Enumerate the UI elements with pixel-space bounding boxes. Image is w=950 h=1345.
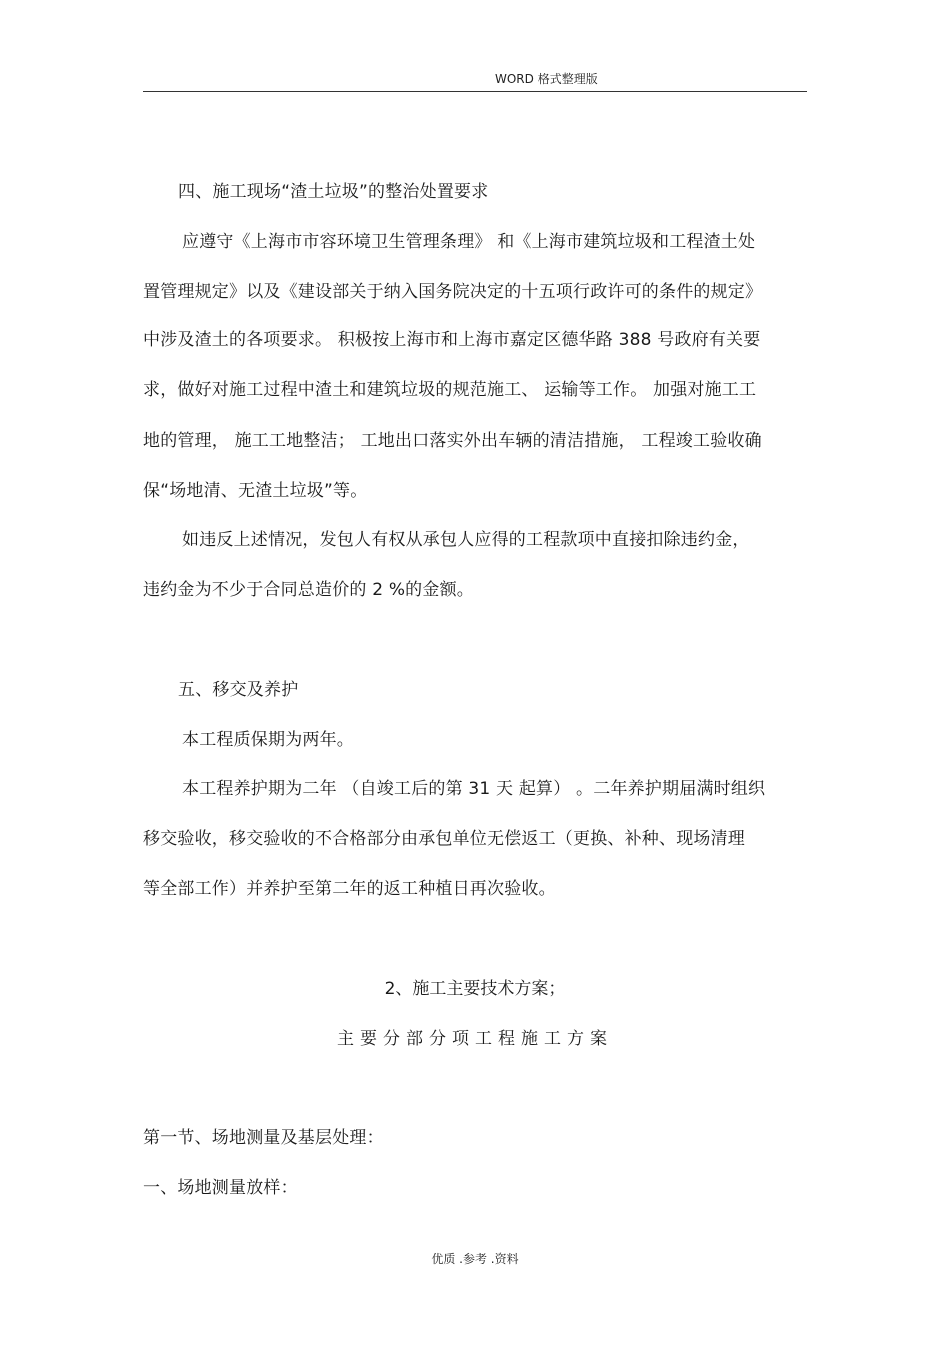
section4-para1-line1: 应遵守《上海市市容环境卫生管理条理》 和《上海市建筑垃圾和工程渣土处 xyxy=(182,232,756,252)
section4-para1-line5: 地的管理， 施工工地整洁； 工地出口落实外出车辆的清洁措施， 工程竣工验收确 xyxy=(143,431,762,451)
section4-para2-line2: 违约金为不少于合同总造价的 2 %的金额。 xyxy=(143,580,474,600)
section5-para1: 本工程质保期为两年。 xyxy=(182,730,354,750)
chapter1-heading: 第一节、场地测量及基层处理： xyxy=(143,1128,384,1148)
section4-para2-line1: 如违反上述情况，发包人有权从承包人应得的工程款项中直接扣除违约金， xyxy=(182,530,750,550)
plan-subtitle: 主要分部分项工程施工方案 xyxy=(337,1029,613,1049)
section5-para2-line2: 移交验收，移交验收的不合格部分由承包单位无偿返工（更换、补种、现场清理 xyxy=(143,829,745,849)
section5-heading: 五、移交及养护 xyxy=(178,680,299,700)
header-text: WORD 格式整理版 xyxy=(495,72,598,86)
plan-title: 2、施工主要技术方案； xyxy=(384,979,566,999)
section4-para1-line3: 中涉及渣土的各项要求。 积极按上海市和上海市嘉定区德华路 388 号政府有关要 xyxy=(143,330,761,350)
header-divider xyxy=(143,91,807,92)
section4-para1-line4: 求，做好对施工过程中渣土和建筑垃圾的规范施工、 运输等工作。 加强对施工工 xyxy=(143,380,757,400)
section5-para2-line1: 本工程养护期为二年 （自竣工后的第 31 天 起算） 。二年养护期届满时组织 xyxy=(182,779,766,799)
section4-para1-line2: 置管理规定》以及《建设部关于纳入国务院决定的十五项行政许可的条件的规定》 xyxy=(143,282,763,302)
chapter1-sub: 一、场地测量放样： xyxy=(143,1178,298,1198)
section4-heading: 四、施工现场“渣土垃圾”的整治处置要求 xyxy=(178,182,489,202)
page-footer: 优质 .参考 .资料 xyxy=(431,1252,519,1266)
section5-para2-line3: 等全部工作）并养护至第二年的返工种植日再次验收。 xyxy=(143,879,556,899)
section4-para1-line6: 保“场地清、无渣土垃圾”等。 xyxy=(143,481,368,501)
